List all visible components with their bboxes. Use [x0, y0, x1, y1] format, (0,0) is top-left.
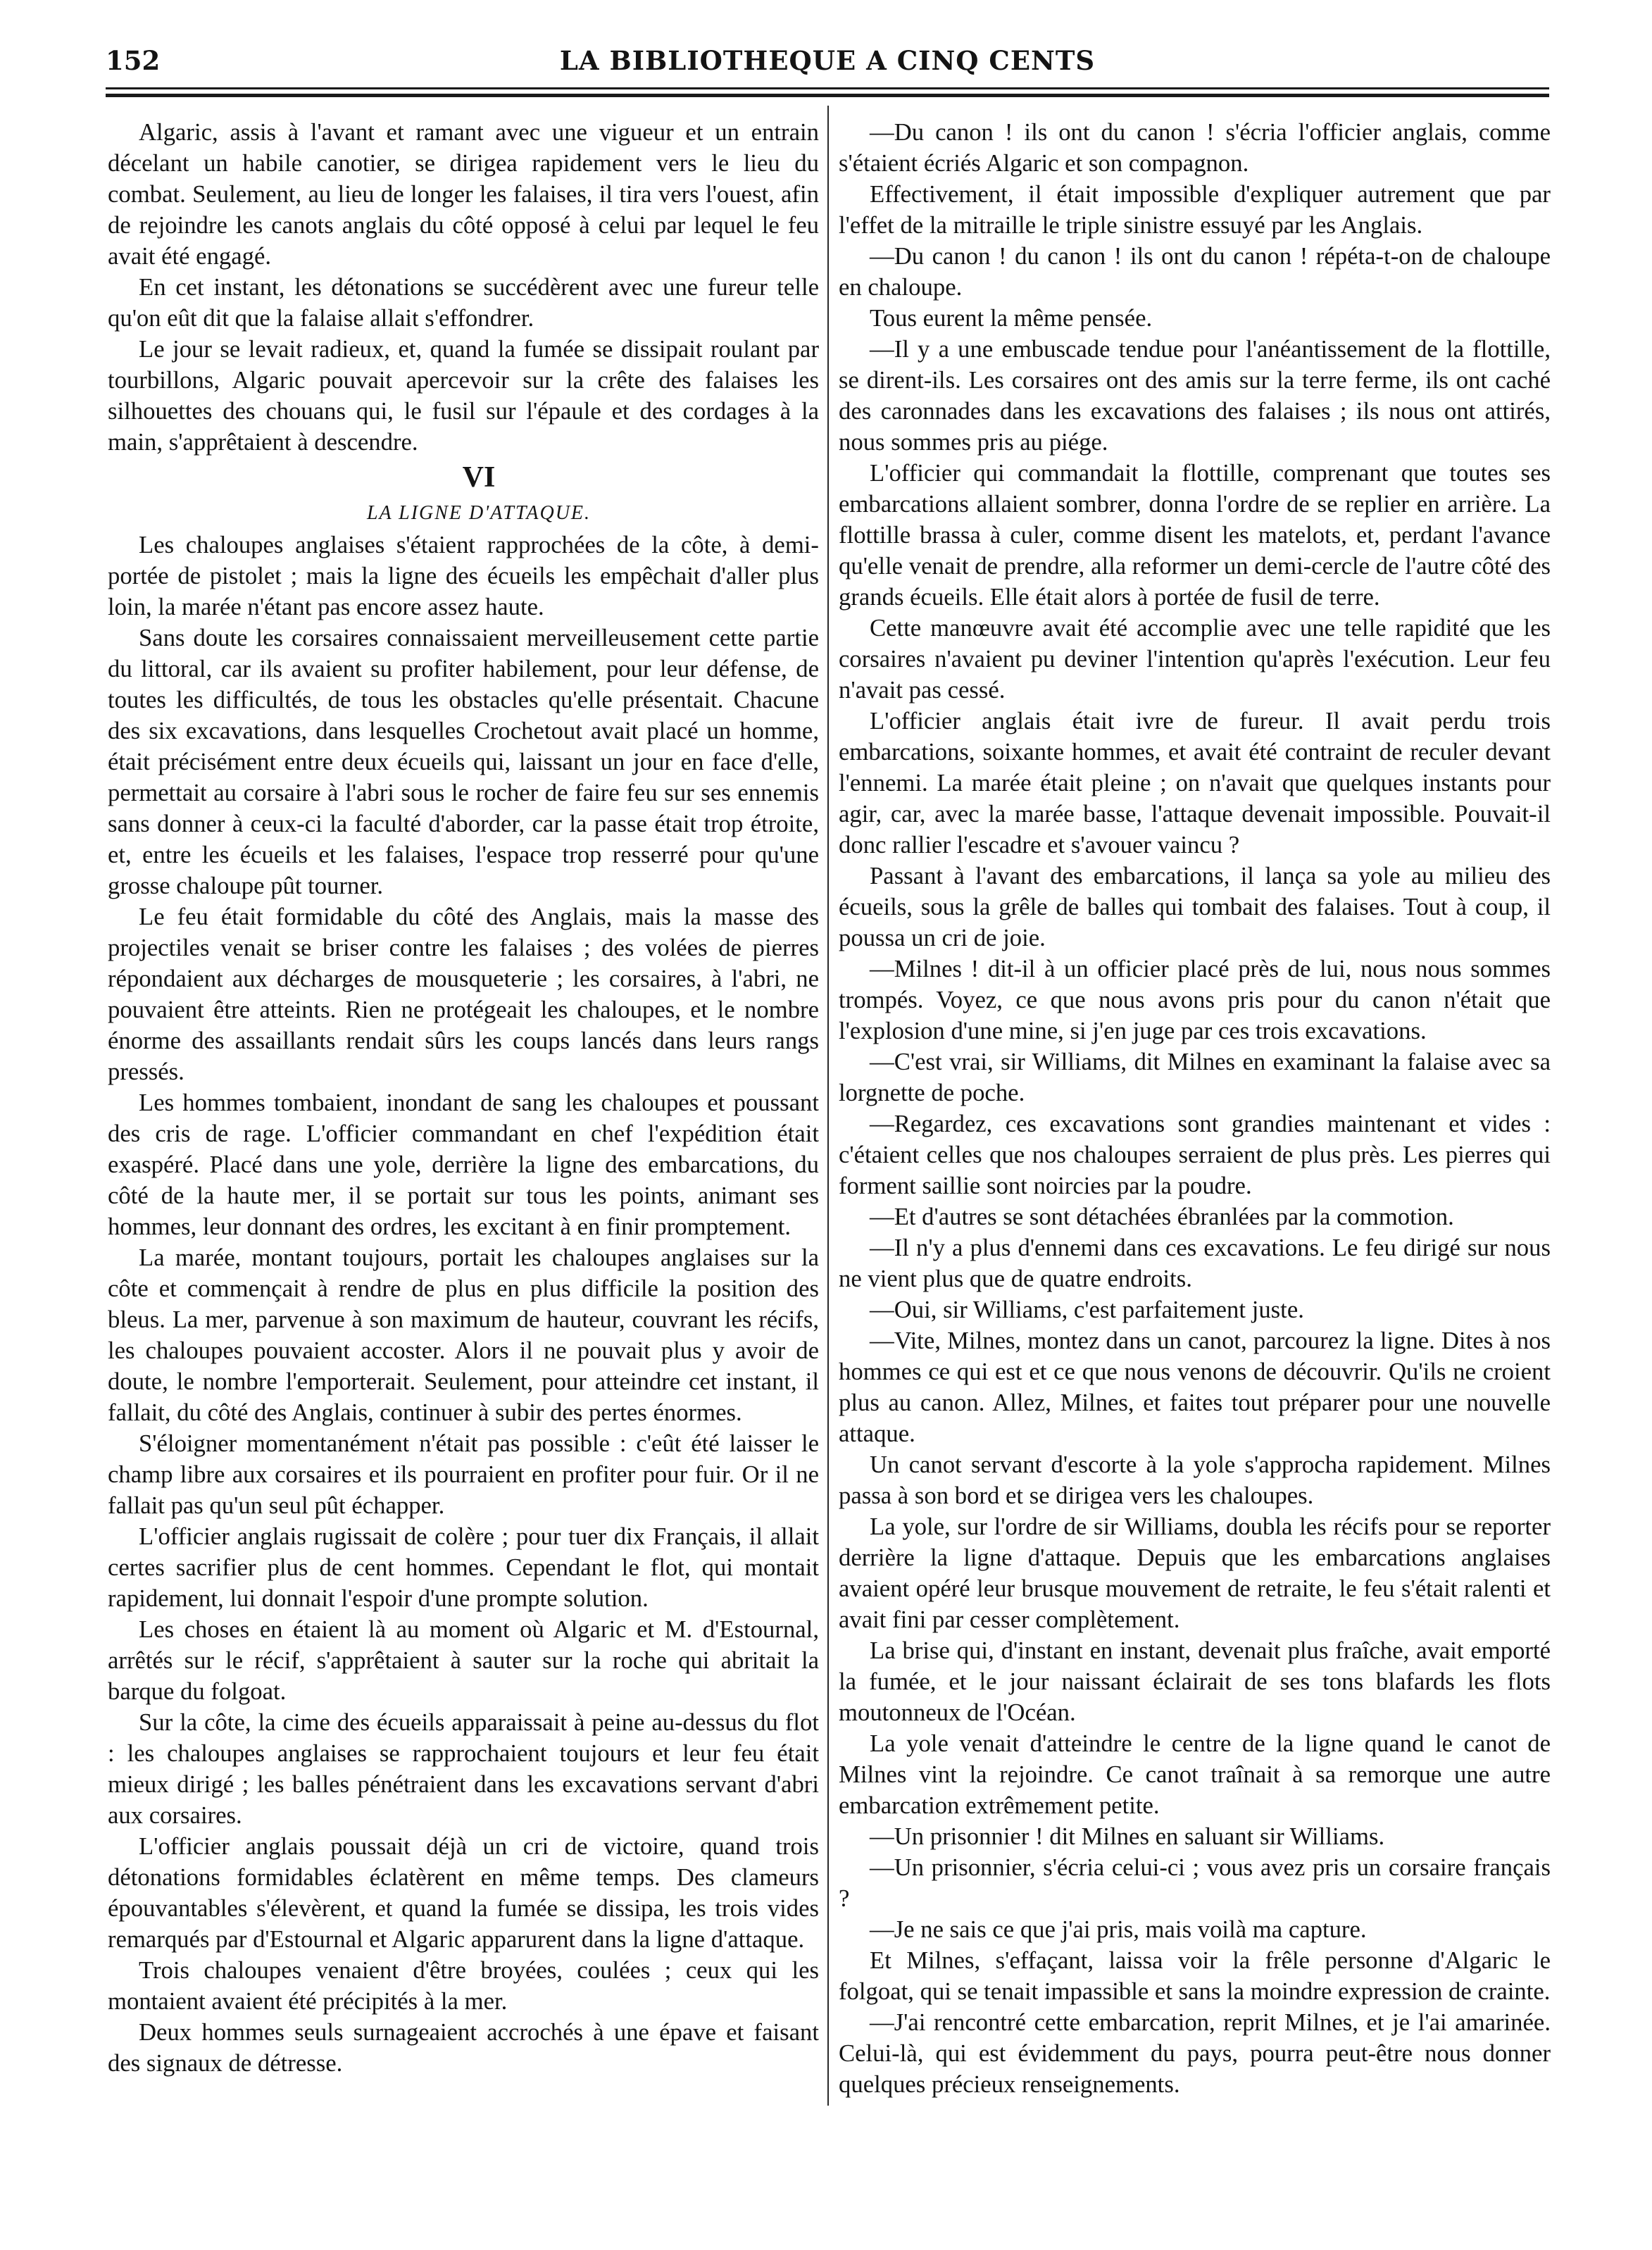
- paragraph: —Oui, sir Williams, c'est parfaitement juste.: [870, 1296, 1304, 1323]
- paragraph: L'officier anglais poussait déjà un cri de victoire, quand trois détonations formidables éclatèrent en même temps. Des clameurs épouvantables s'élevèrent, et quand la fumée se dissipa, les trois vides remarqués par d'Estournal et Algaric apparurent dans la ligne d'attaque.: [108, 1832, 819, 1953]
- paragraph: Les hommes tombaient, inondant de sang les chaloupes et poussant des cris de rage. L'officier commandant en chef l'expédition était exaspéré. Placé dans une yole, derrière la ligne des embarcations, du côté de la haute mer, il se portait sur tous les points, animant ses hommes, leur donnant des ordres, les excitant à en finir promptement.: [108, 1089, 819, 1240]
- paragraph: La brise qui, d'instant en instant, devenait plus fraîche, avait emporté la fumée, et le jour naissant éclairait de ses tons blafards les flots moutonneux de l'Océan.: [839, 1637, 1551, 1726]
- paragraph: Et Milnes, s'effaçant, laissa voir la frêle personne d'Algaric le folgoat, qui se tenait impassible et sans la moindre expression de crainte.: [839, 1946, 1551, 2005]
- paragraph: La marée, montant toujours, portait les chaloupes anglaises sur la côte et commençait à rendre de plus en plus difficile la position des bleus. La mer, parvenue à son maximum de hauteur, couvrant les récifs, les chaloupes pouvaient accoster. Alors il ne pouvait plus y avoir de doute, le nombre l'emporterait. Seulement, pour atteindre cet instant, il fallait, du côté des Anglais, continuer à subir des pertes énormes.: [108, 1244, 819, 1426]
- paragraph: En cet instant, les détonations se succédèrent avec une fureur telle qu'on eût dit que la falaise allait s'effondrer.: [108, 273, 819, 332]
- column-divider: [827, 106, 829, 2106]
- paragraph: —Et d'autres se sont détachées ébranlées par la commotion.: [870, 1203, 1454, 1230]
- paragraph: La yole venait d'atteindre le centre de la ligne quand le canot de Milnes vint la rejoindre. Ce canot traînait à sa remorque une autre embarcation extrêmement petite.: [839, 1730, 1551, 1819]
- header-rule-thin: [106, 87, 1549, 89]
- paragraph: Passant à l'avant des embarcations, il lança sa yole au milieu des écueils, sous la grêle de balles qui tombait des falaises. Tout à coup, il poussa un cri de joie.: [839, 862, 1551, 951]
- header-rule-thick: [106, 94, 1549, 97]
- paragraph: Cette manœuvre avait été accomplie avec une telle rapidité que les corsaires n'avaient pu deviner l'intention qu'après l'exécution. Leur feu n'avait pas cessé.: [839, 614, 1551, 704]
- paragraph: Le feu était formidable du côté des Anglais, mais la masse des projectiles venait se briser contre les falaises ; des volées de pierres répondaient aux décharges de mousqueterie ; les corsaires, à l'abri, ne pouvaient être atteints. Rien ne protégeait les chaloupes, et le nombre énorme des assaillants rendait sûrs les coups lancés dans leurs rangs pressés.: [108, 903, 819, 1085]
- running-header: [106, 42, 1549, 85]
- paragraph: L'officier anglais était ivre de fureur. Il avait perdu trois embarcations, soixante hommes, et avait été contraint de reculer devant l'ennemi. La marée était pleine ; on n'avait que quelques instants pour agir, car, avec la marée basse, l'attaque devenait impossible. Pouvait-il donc rallier l'escadre et s'avouer vaincu ?: [839, 707, 1551, 858]
- paragraph: Un canot servant d'escorte à la yole s'approcha rapidement. Milnes passa à son bord et se dirigea vers les chaloupes.: [839, 1451, 1551, 1509]
- paragraph: —J'ai rencontré cette embarcation, reprit Milnes, et je l'ai amarinée. Celui-là, qui est évidemment du pays, pourra peut-être nous donner quelques précieux renseignements.: [839, 2008, 1551, 2098]
- paragraph: Tous eurent la même pensée.: [870, 304, 1153, 332]
- paragraph: L'officier qui commandait la flottille, comprenant que toutes ses embarcations allaient sombrer, donna l'ordre de se replier en arrière. La flottille brassa à culer, comme disent les matelots, et, perdant l'avance qu'elle venait de prendre, alla reformer un demi-cercle de l'autre côté des grands écueils. Elle était alors à portée de fusil de terre.: [839, 459, 1551, 611]
- paragraph: L'officier anglais rugissait de colère ; pour tuer dix Français, il allait certes sacrifier plus de cent hommes. Cependant le flot, qui montait rapidement, lui donnait l'espoir d'une prompte solution.: [108, 1523, 819, 1612]
- paragraph: S'éloigner momentanément n'était pas possible : c'eût été laisser le champ libre aux corsaires et ils pourraient en profiter pour fuir. Or il ne fallait pas qu'un seul pût échapper.: [108, 1430, 819, 1519]
- paragraph: Sur la côte, la cime des écueils apparaissait à peine au-dessus du flot : les chaloupes anglaises se rapprochaient toujours et leur feu était mieux dirigé ; les balles pénétraient dans les excavations servant d'abri aux corsaires.: [108, 1708, 819, 1829]
- paragraph: —Je ne sais ce que j'ai pris, mais voilà ma capture.: [870, 1915, 1367, 1943]
- publication-title: LA BIBLIOTHEQUE A CINQ CENTS: [559, 45, 1096, 76]
- paragraph: —Un prisonnier, s'écria celui-ci ; vous avez pris un corsaire français ?: [839, 1854, 1551, 1912]
- paragraph: —Il n'y a plus d'ennemi dans ces excavations. Le feu dirigé sur nous ne vient plus que de quatre endroits.: [839, 1234, 1551, 1292]
- paragraph: —Du canon ! du canon ! ils ont du canon ! répéta-t-on de chaloupe en chaloupe.: [839, 242, 1551, 301]
- chapter-title: LA LIGNE D'ATTAQUE.: [366, 502, 592, 524]
- paragraph: —Regardez, ces excavations sont grandies maintenant et vides : c'étaient celles que nos chaloupes serraient de plus près. Les pierres qui forment saillie sont noircies par la poudre.: [839, 1110, 1551, 1199]
- paragraph: Effectivement, il était impossible d'expliquer autrement que par l'effet de la mitraille le triple sinistre essuyé par les Anglais.: [839, 180, 1551, 239]
- paragraph: —Il y a une embuscade tendue pour l'anéantissement de la flottille, se dirent-ils. Les corsaires ont des amis sur la terre ferme, ils ont caché des caronnades dans les excavations des falaises ; ils nous ont attirés, nous sommes pris au piége.: [839, 335, 1551, 456]
- paragraph: Deux hommes seuls surnageaient accrochés à une épave et faisant des signaux de détresse.: [108, 2018, 819, 2077]
- right-column: [839, 117, 1551, 2100]
- paragraph: Sans doute les corsaires connaissaient merveilleusement cette partie du littoral, car ils avaient su profiter habilement, pour leur défense, de toutes les difficultés, de tous les obstacles qu'elle présentait. Chacune des six excavations, dans lesquelles Crochetout avait placé un homme, était précisément entre deux écueils qui, laissant un jour en face d'elle, permettait au corsaire à l'abri sous le rocher de faire feu sur ses ennemis sans donner à ceux-ci la faculté d'aborder, car la passe était trop étroite, et, entre les écueils et les falaises, l'espace trop resserré pour qu'une grosse chaloupe pût tourner.: [108, 624, 819, 899]
- paragraph: Le jour se levait radieux, et, quand la fumée se dissipait roulant par tourbillons, Algaric pouvait apercevoir sur la crête des falaises les silhouettes des chouans qui, le fusil sur l'épaule et des cordages à la main, s'apprêtaient à descendre.: [108, 335, 819, 456]
- paragraph: Les chaloupes anglaises s'étaient rapprochées de la côte, à demi-portée de pistolet ; mais la ligne des écueils les empêchait d'aller plus loin, la marée n'étant pas encore assez haute.: [108, 531, 819, 620]
- page-number: 152: [106, 45, 161, 76]
- chapter-number: VI: [462, 461, 496, 494]
- paragraph: —Milnes ! dit-il à un officier placé près de lui, nous nous sommes trompés. Voyez, ce que nous avons pris pour du canon n'était que l'explosion d'une mine, si j'en juge par ces trois excavations.: [839, 955, 1551, 1044]
- paragraph: Trois chaloupes venaient d'être broyées, coulées ; ceux qui les montaient avaient été précipités à la mer.: [108, 1956, 819, 2015]
- left-column: [108, 117, 819, 2079]
- paragraph: Algaric, assis à l'avant et ramant avec une vigueur et un entrain décelant un habile canotier, se dirigea rapidement vers le lieu du combat. Seulement, au lieu de longer les falaises, il tira vers l'ouest, afin de rejoindre les canots anglais du côté opposé à celui par lequel le feu avait été engagé.: [108, 118, 819, 270]
- paragraph: —C'est vrai, sir Williams, dit Milnes en examinant la falaise avec sa lorgnette de poche.: [839, 1048, 1551, 1106]
- paragraph: —Un prisonnier ! dit Milnes en saluant sir Williams.: [870, 1823, 1385, 1850]
- paragraph: —Du canon ! ils ont du canon ! s'écria l'officier anglais, comme s'étaient écriés Algaric et son compagnon.: [839, 118, 1551, 177]
- paragraph: —Vite, Milnes, montez dans un canot, parcourez la ligne. Dites à nos hommes ce qui est et ce que nous venons de découvrir. Qu'ils ne croient plus au canon. Allez, Milnes, et faites tout préparer pour une nouvelle attaque.: [839, 1327, 1551, 1447]
- paragraph: Les choses en étaient là au moment où Algaric et M. d'Estournal, arrêtés sur le récif, s'apprêtaient à sauter sur la roche qui abritait la barque du folgoat.: [108, 1615, 819, 1705]
- paragraph: La yole, sur l'ordre de sir Williams, doubla les récifs pour se reporter derrière la ligne d'attaque. Depuis que les embarcations anglaises avaient opéré leur brusque mouvement de retraite, le feu s'était ralenti et avait fini par cesser complètement.: [839, 1513, 1551, 1633]
